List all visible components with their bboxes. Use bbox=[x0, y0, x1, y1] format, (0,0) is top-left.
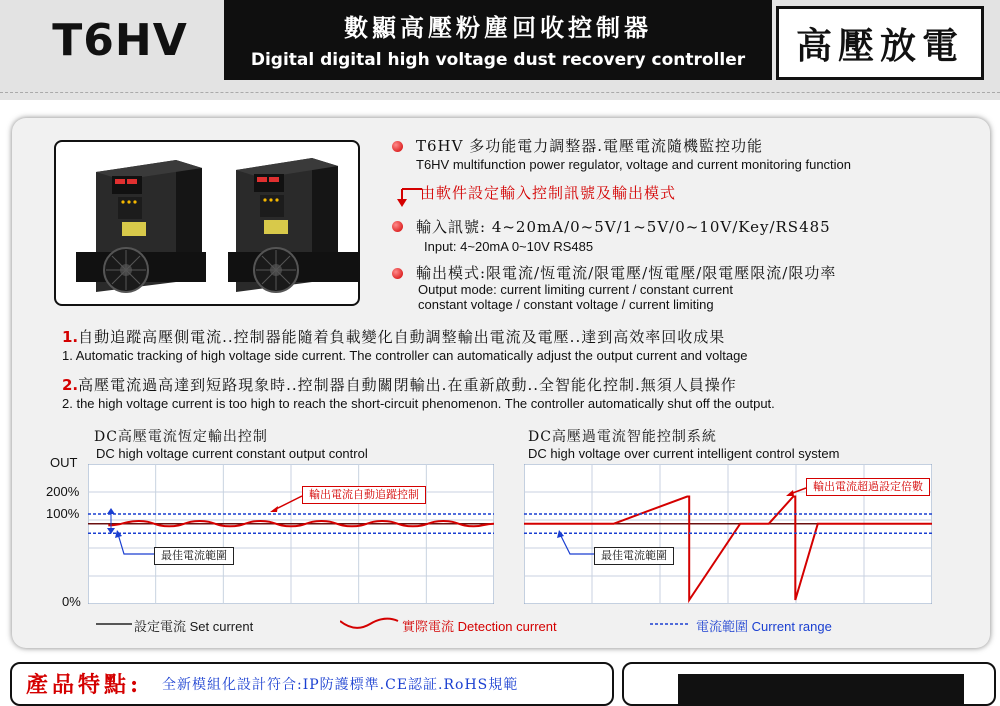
spec-line1-cn: T6HV 多功能電力調整器.電壓電流隨機監控功能 bbox=[416, 137, 763, 155]
output-mode-cn: 輸出模式:限電流/恆電流/限電壓/恆電壓/限電壓限流/限功率 bbox=[416, 264, 837, 282]
right-callout-overcurrent: 輸出電流超過設定倍數 bbox=[806, 478, 930, 496]
features-text: 全新模組化設計符合:IP防護標準.CE認証.RoHS規範 bbox=[162, 677, 519, 693]
product-photo bbox=[54, 140, 360, 306]
controller-unit-right bbox=[228, 158, 358, 292]
bullet-icon bbox=[392, 268, 403, 279]
feature-1 bbox=[62, 326, 725, 347]
features-heading: 產品特點: bbox=[26, 672, 143, 698]
side-box bbox=[622, 662, 996, 706]
feature-2 bbox=[62, 374, 737, 395]
feature-1-number: 1. bbox=[62, 328, 79, 346]
spec-line1-en: T6HV multifunction power regulator, voltage and current monitoring function bbox=[416, 157, 852, 172]
right-callout-best-range: 最佳電流範圍 bbox=[594, 547, 674, 565]
left-callout-best-range: 最佳電流範圍 bbox=[154, 547, 234, 565]
output-mode-en-2: constant voltage / constant voltage / current limiting bbox=[418, 297, 714, 312]
red-arrow-icon bbox=[392, 183, 422, 207]
right-chart-title-cn: DC高壓過電流智能控制系統 bbox=[528, 429, 717, 445]
legend-current-range-swatch bbox=[650, 618, 694, 630]
feature-1-en: 1. Automatic tracking of high voltage side current. The controller can automatically adjust the output current and voltage bbox=[62, 348, 748, 363]
bullet-icon bbox=[392, 141, 403, 152]
side-box-bar bbox=[678, 674, 964, 704]
divider bbox=[0, 92, 1000, 93]
legend-set-current: 設定電流 Set current bbox=[134, 619, 254, 634]
out-axis-label: OUT bbox=[50, 455, 78, 470]
feature-2-cn: 高壓電流過高達到短路現象時..控制器自動關閉輸出.在重新啟動..全智能化控制.無須人員操作 bbox=[78, 376, 737, 394]
model-name: T6HV bbox=[16, 0, 227, 80]
high-voltage-discharge-tag: 高壓放電 bbox=[776, 6, 984, 80]
left-chart-title-en: DC high voltage current constant output control bbox=[96, 446, 368, 461]
legend-current-range: 電流範圍 Current range bbox=[696, 619, 832, 634]
input-signal-cn: 輸入訊號: 4~20mA/0~5V/1~5V/0~10V/Key/RS485 bbox=[416, 218, 831, 236]
title-chinese: 數顯高壓粉塵回收控制器 bbox=[344, 13, 652, 42]
feature-2-number: 2. bbox=[62, 376, 79, 394]
controller-unit-left bbox=[76, 160, 206, 292]
title-english: Digital digital high voltage dust recovery controller bbox=[250, 50, 746, 70]
y-tick-label: 0% bbox=[62, 594, 81, 609]
title-box bbox=[224, 0, 772, 80]
right-chart-title-en: DC high voltage over current intelligent control system bbox=[528, 446, 840, 461]
feature-1-cn: 自動追蹤高壓側電流..控制器能隨着負載變化自動調整輸出電流及電壓..達到高效率回收成果 bbox=[78, 328, 726, 346]
output-mode-en-1: Output mode: current limiting current / constant current bbox=[418, 282, 734, 297]
y-tick-label: 200% bbox=[46, 484, 80, 499]
software-setting-note: 由軟件設定輸入控制訊號及輸出模式 bbox=[420, 184, 677, 202]
callout-pointer-icon bbox=[114, 530, 158, 558]
legend-detection-current: 實際電流 Detection current bbox=[402, 619, 557, 634]
left-chart-title-cn: DC高壓電流恆定輸出控制 bbox=[94, 429, 268, 445]
callout-pointer-icon bbox=[268, 494, 304, 514]
bullet-icon bbox=[392, 221, 403, 232]
callout-pointer-icon bbox=[556, 530, 598, 558]
features-box bbox=[10, 662, 614, 706]
input-signal-en: Input: 4~20mA 0~10V RS485 bbox=[424, 239, 594, 254]
legend-detection-current-swatch bbox=[340, 615, 400, 633]
callout-pointer-icon bbox=[786, 484, 808, 498]
y-tick-label: 100% bbox=[46, 506, 80, 521]
legend-set-current-swatch bbox=[96, 618, 136, 630]
feature-2-en: 2. the high voltage current is too high to reach the short-circuit phenomenon. The controller automatically shut off the output. bbox=[62, 396, 775, 411]
left-callout-auto-tracking: 輸出電流自動追蹤控制 bbox=[302, 486, 426, 504]
controller-units-image bbox=[56, 142, 358, 304]
